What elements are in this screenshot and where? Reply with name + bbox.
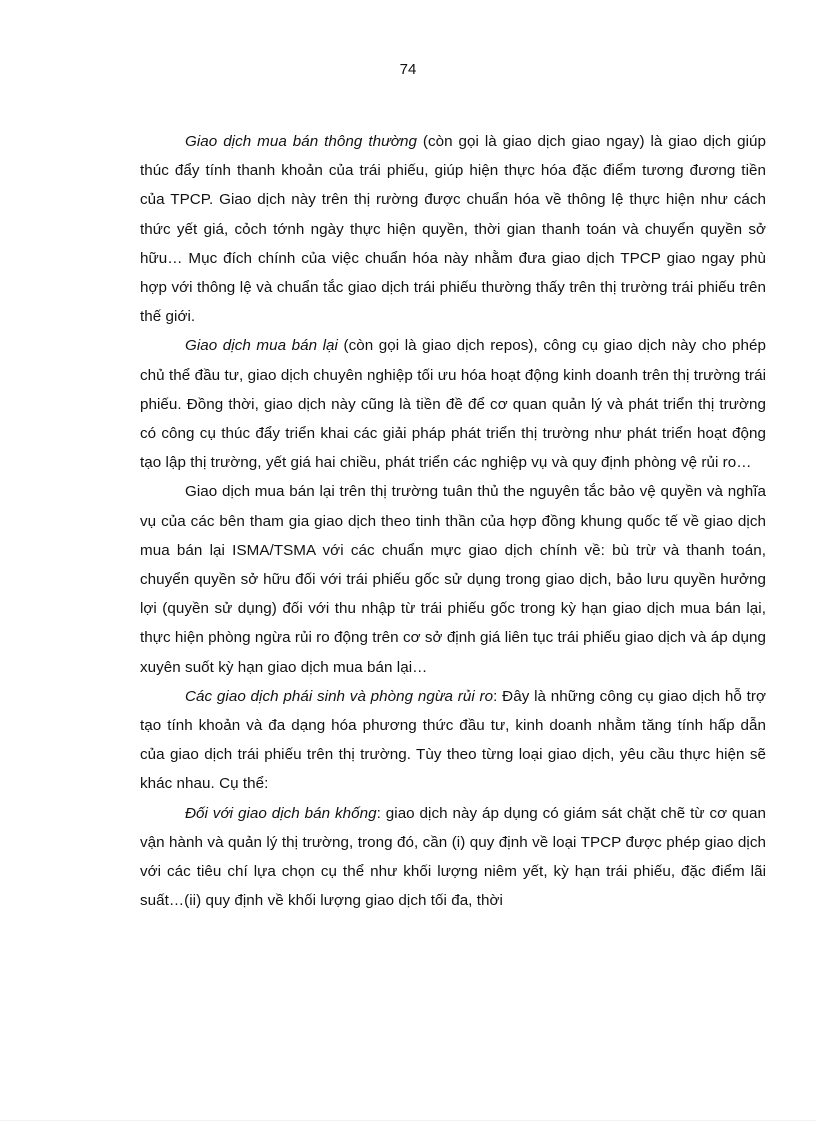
paragraph-lead-term: Giao dịch mua bán lại xyxy=(185,337,338,355)
paragraph-spot-trading xyxy=(140,127,766,331)
page-number: 74 xyxy=(399,61,417,78)
paragraph-text: Giao dịch mua bán lại trên thị trường tuân thủ the nguyên tắc bảo vệ quyền và nghĩa vụ của các bên tham gia giao dịch theo tinh thần của hợp đồng khung quốc tế về giao dịch mua bán lại ISMA/TSMA với các chuẩn mực giao dịch chính về: bù trừ và thanh toán, chuyển quyền sở hữu đối với trái phiếu gốc sử dụng trong giao dịch, bảo lưu quyền hưởng lợi (quyền sử dụng) đối với thu nhập từ trái phiếu gốc trong kỳ hạn giao dịch mua bán lại, thực hiện phòng ngừa rủi ro động trên cơ sở định giá liên tục trái phiếu giao dịch và áp dụng xuyên suốt kỳ hạn giao dịch mua bán lại… xyxy=(140,483,766,676)
paragraph-text: : Đây là những công cụ giao dịch hỗ trợ tạo tính khoản và đa dạng hóa phương thức đầu tư, kinh doanh nhằm tăng tính hấp dẫn của giao dịch trái phiếu trên thị trường. Tùy theo từng loại giao dịch, yêu cầu thực hiện sẽ khác nhau. Cụ thể: xyxy=(140,687,766,793)
paragraph-repo-principles xyxy=(140,477,766,681)
paragraph-lead-term: Đối với giao dịch bán khống xyxy=(185,804,377,822)
paragraph-repo-trading xyxy=(140,331,766,477)
body-text xyxy=(140,127,766,915)
paragraph-short-selling xyxy=(140,799,766,916)
paragraph-derivatives xyxy=(140,682,766,799)
paragraph-text: : giao dịch này áp dụng có giám sát chặt chẽ từ cơ quan vận hành và quản lý thị trường, trong đó, cần (i) quy định về loại TPCP được phép giao dịch với các tiêu chí lựa chọn cụ thể như khối lượng niêm yết, kỳ hạn trái phiếu, đặc điểm lãi suất…(ii) quy định về khối lượng giao dịch tối đa, thời xyxy=(140,804,767,910)
paragraph-lead-term: Giao dịch mua bán thông thường xyxy=(185,133,417,150)
paragraph-lead-term: Các giao dịch phái sinh và phòng ngừa rủi ro xyxy=(185,687,494,705)
paragraph-text: (còn gọi là giao dịch repos), công cụ giao dịch này cho phép chủ thể đầu tư, giao dịch chuyên nghiệp tối ưu hóa hoạt động kinh doanh trên thị trường trái phiếu. Đồng thời, giao dịch này cũng là tiền đề để cơ quan quản lý và phát triển thị trường có công cụ thúc đẩy triển khai các giải pháp phát triển thị trường như phát triển hoạt động tạo lập thị trường, yết giá hai chiều, phát triển các nghiệp vụ và quy định phòng vệ rủi ro… xyxy=(140,337,766,472)
page-bottom-edge xyxy=(0,1120,816,1121)
paragraph-text: (còn gọi là giao dịch giao ngay) là giao dịch giúp thúc đẩy tính thanh khoản của trái phiếu, giúp hiện thực hóa đặc điểm tương đương tiền của TPCP. Giao dịch này trên thị rường được chuẩn hóa về thông lệ thực hiện như cách thức yết giá, cỏch tớnh ngày thực hiện quyền, thời gian thanh toán và chuyển quyền sở hữu… Mục đích chính của việc chuẩn hóa này nhằm đưa giao dịch TPCP giao ngay phù hợp với thông lệ và chuẩn tắc giao dịch trái phiếu thường thấy trên thị trường trái phiếu trên thế giới. xyxy=(140,133,766,326)
